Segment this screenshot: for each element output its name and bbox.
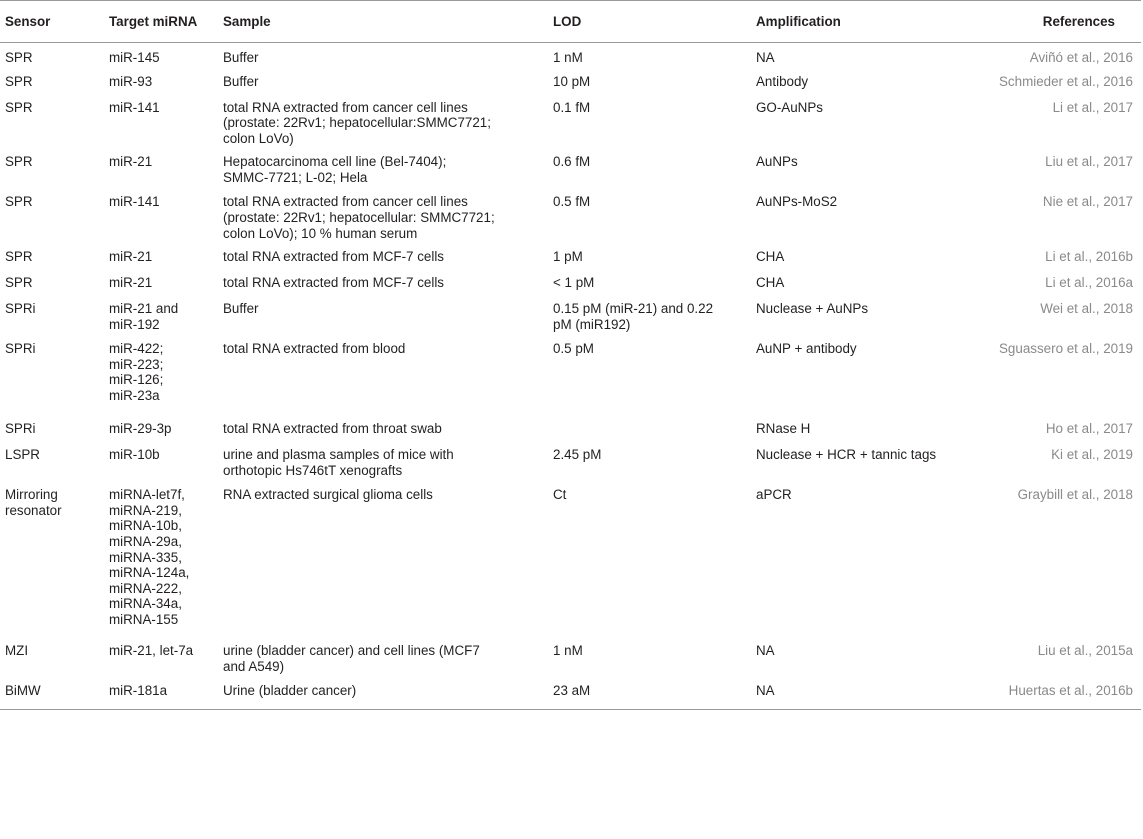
sensor-cell: LSPR: [5, 447, 40, 463]
sample-cell: Urine (bladder cancer): [223, 683, 357, 699]
target-mirna-cell: miR-10b: [109, 447, 160, 463]
sample-cell: urine and plasma samples of mice with orthotopic Hs746tT xenografts: [223, 447, 454, 478]
table-row: [0, 417, 1141, 443]
amplification-cell: Nuclease + AuNPs: [756, 301, 869, 317]
target-mirna-cell: miR-21: [109, 275, 153, 291]
lod-cell: 2.45 pM: [553, 447, 602, 463]
amplification-cell: NA: [756, 643, 775, 659]
reference-cell: Li et al., 2016a: [1045, 275, 1133, 291]
reference-cell: Aviñó et al., 2016: [1029, 50, 1133, 65]
amplification-cell: NA: [756, 50, 775, 65]
table-row: [0, 443, 1141, 483]
target-mirna-cell: miR-181a: [109, 683, 168, 699]
amplification-cell: AuNPs: [756, 154, 798, 170]
sample-cell: Buffer: [223, 50, 259, 65]
sensor-cell: SPRi: [5, 341, 36, 357]
lod-cell: 0.5 pM: [553, 341, 594, 357]
sample-cell: total RNA extracted from throat swab: [223, 421, 442, 437]
lod-cell: Ct: [553, 487, 567, 503]
target-mirna-cell: miR-21: [109, 154, 153, 170]
sample-cell: Hepatocarcinoma cell line (Bel-7404); SMMC-7721; L-02; Hela: [223, 154, 447, 185]
reference-cell: Li et al., 2016b: [1045, 249, 1133, 265]
reference-cell: Wei et al., 2018: [1040, 301, 1133, 317]
table-row: [0, 150, 1141, 190]
lod-cell: 0.1 fM: [553, 99, 591, 115]
header-amplification: Amplification: [756, 13, 841, 29]
table-row: [0, 190, 1141, 245]
sample-cell: total RNA extracted from blood: [223, 341, 406, 357]
reference-cell: Liu et al., 2015a: [1037, 643, 1133, 659]
amplification-cell: Nuclease + HCR + tannic tags: [756, 447, 937, 463]
target-mirna-cell: miR-29-3p: [109, 421, 172, 437]
table-row: [0, 679, 1141, 709]
table-header: [0, 1, 1141, 43]
sensor-cell: SPRi: [5, 301, 36, 317]
reference-cell: Ki et al., 2019: [1051, 447, 1133, 463]
reference-cell: Ho et al., 2017: [1045, 421, 1133, 437]
reference-cell: Nie et al., 2017: [1042, 194, 1133, 210]
sensor-cell: BiMW: [5, 683, 41, 699]
amplification-cell: CHA: [756, 275, 785, 291]
lod-cell: 0.15 pM (miR-21) and 0.22 pM (miR192): [553, 301, 714, 332]
sample-cell: Buffer: [223, 73, 259, 89]
reference-cell: Graybill et al., 2018: [1017, 487, 1133, 503]
target-mirna-cell: miR-145: [109, 50, 160, 65]
reference-cell: Sguassero et al., 2019: [999, 341, 1133, 357]
sensor-cell: SPR: [5, 99, 33, 115]
sensor-cell: SPR: [5, 154, 33, 170]
amplification-cell: GO-AuNPs: [756, 99, 823, 115]
lod-cell: 0.5 fM: [553, 194, 591, 210]
reference-cell: Li et al., 2017: [1052, 99, 1133, 115]
amplification-cell: Antibody: [756, 73, 809, 89]
sensor-cell: SPR: [5, 73, 33, 89]
lod-cell: 0.6 fM: [553, 154, 591, 170]
amplification-cell: NA: [756, 683, 775, 699]
reference-cell: Schmieder et al., 2016: [999, 73, 1133, 89]
header-target-mirna: Target miRNA: [109, 13, 198, 29]
table-row: [0, 245, 1141, 271]
target-mirna-cell: miR-21, let-7a: [109, 643, 194, 659]
target-mirna-cell: miR-21: [109, 249, 153, 265]
table-row: [0, 43, 1141, 70]
sample-cell: total RNA extracted from cancer cell lines (prostate: 22Rv1; hepatocellular:SMMC7721; colon LoVo): [223, 99, 491, 146]
table-row: [0, 297, 1141, 337]
sample-cell: total RNA extracted from cancer cell lines (prostate: 22Rv1; hepatocellular: SMMC7721; colon LoVo); 10 % human serum: [223, 194, 495, 241]
sample-cell: total RNA extracted from MCF-7 cells: [223, 249, 445, 265]
lod-cell: [548, 417, 751, 443]
lod-cell: 1 pM: [553, 249, 583, 265]
table-row: [0, 483, 1141, 639]
amplification-cell: aPCR: [756, 487, 792, 503]
sensor-cell: Mirroring resonator: [5, 487, 62, 518]
table-body: [0, 43, 1141, 710]
header-lod: LOD: [553, 13, 582, 29]
sensor-cell: SPR: [5, 275, 33, 291]
lod-cell: 1 nM: [553, 643, 583, 659]
amplification-cell: CHA: [756, 249, 785, 265]
sensor-cell: SPR: [5, 194, 33, 210]
sensor-cell: SPR: [5, 50, 33, 65]
target-mirna-cell: miR-141: [109, 99, 160, 115]
header-references: References: [1042, 13, 1115, 29]
lod-cell: 10 pM: [553, 73, 591, 89]
amplification-cell: RNase H: [756, 421, 811, 437]
lod-cell: 1 nM: [553, 50, 583, 65]
header-row: [0, 1, 1141, 43]
lod-cell: 23 aM: [553, 683, 591, 699]
reference-cell: Liu et al., 2017: [1045, 154, 1133, 170]
table-row: [0, 70, 1141, 96]
sample-cell: urine (bladder cancer) and cell lines (MCF7 and A549): [223, 643, 480, 674]
sample-cell: total RNA extracted from MCF-7 cells: [223, 275, 445, 291]
sample-cell: Buffer: [223, 301, 259, 317]
sensor-cell: SPR: [5, 249, 33, 265]
amplification-cell: AuNPs-MoS2: [756, 194, 838, 210]
sample-cell: RNA extracted surgical glioma cells: [223, 487, 433, 503]
sensor-cell: MZI: [5, 643, 29, 659]
target-mirna-cell: miRNA-let7f, miRNA-219, miRNA-10b, miRNA-29a, miRNA-335, miRNA-124a, miRNA-222, miRNA-34a, miRNA-155: [109, 487, 190, 627]
header-sample: Sample: [223, 13, 271, 29]
reference-cell: Huertas et al., 2016b: [1008, 683, 1133, 699]
table-row: [0, 271, 1141, 297]
table-row: [0, 96, 1141, 151]
target-mirna-cell: miR-422; miR-223; miR-126; miR-23a: [109, 341, 164, 403]
target-mirna-cell: miR-93: [109, 73, 153, 89]
amplification-cell: AuNP + antibody: [756, 341, 857, 357]
target-mirna-cell: miR-21 and miR-192: [109, 301, 179, 332]
target-mirna-cell: miR-141: [109, 194, 160, 210]
sensor-cell: SPRi: [5, 421, 36, 437]
table-row: [0, 337, 1141, 417]
lod-cell: < 1 pM: [553, 275, 595, 291]
table-row: [0, 639, 1141, 679]
header-sensor: Sensor: [5, 13, 51, 29]
